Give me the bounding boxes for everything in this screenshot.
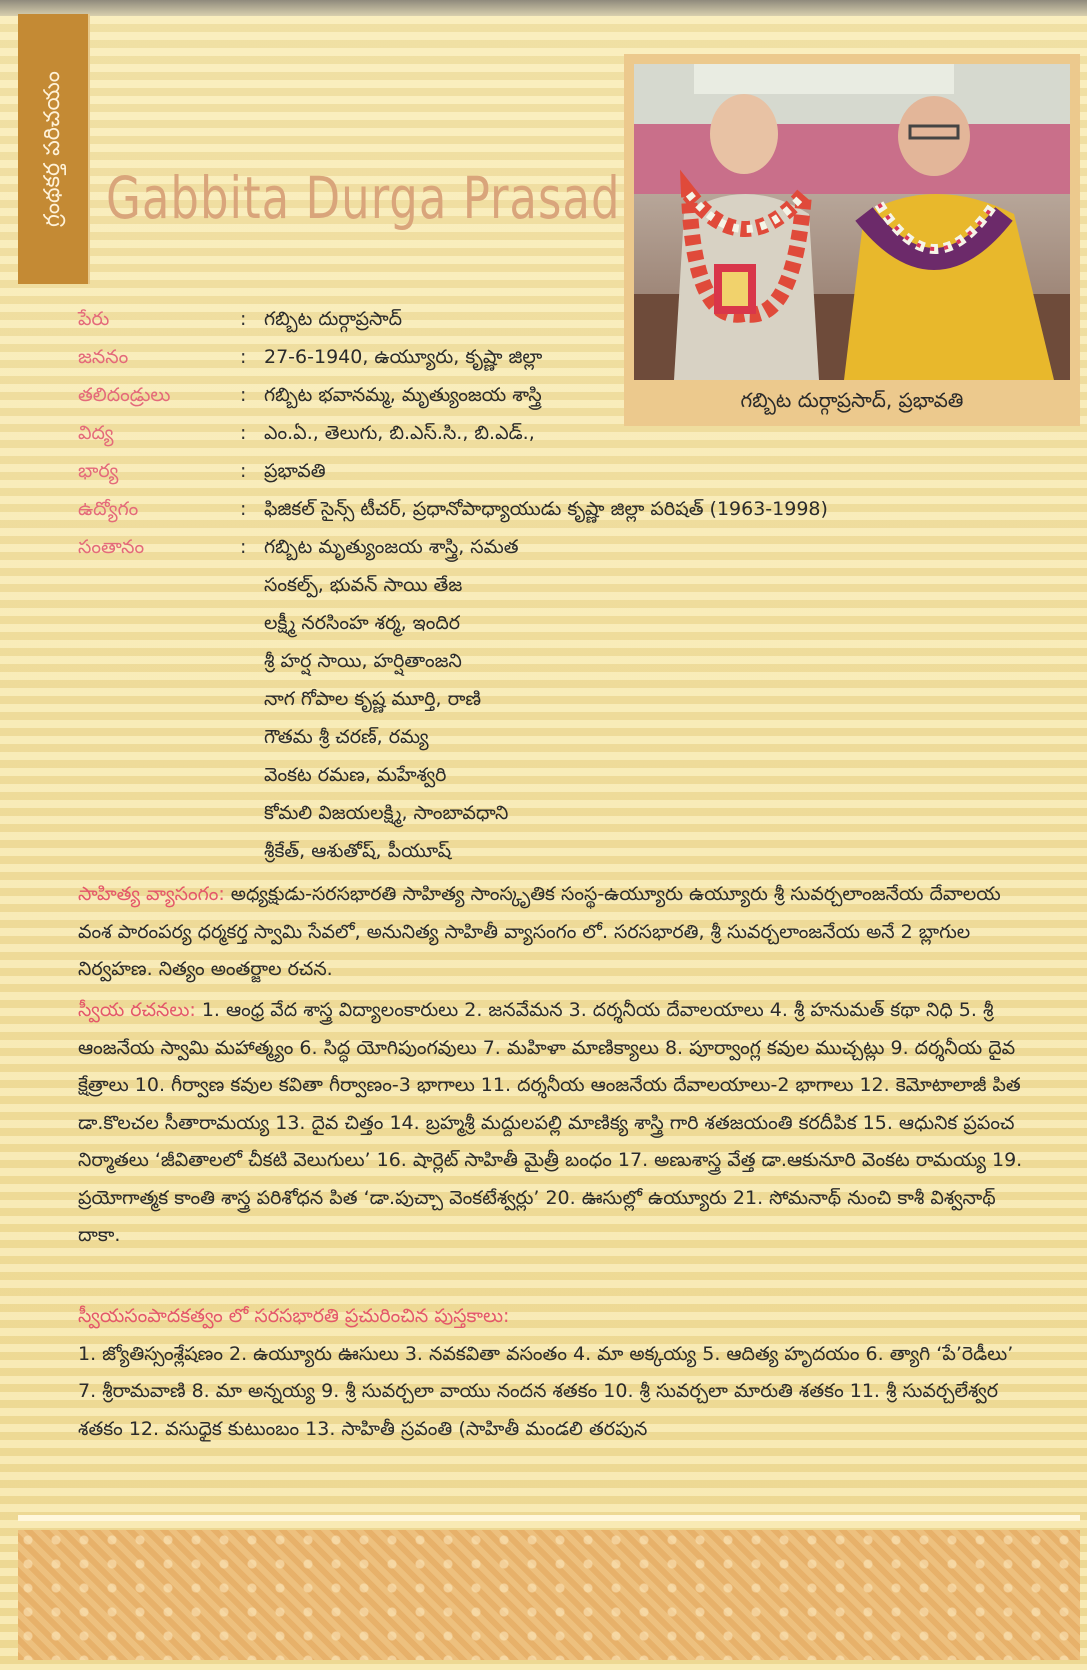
- bio-value: ఎం.ఏ., తెలుగు, బి.ఎస్.సి., బి.ఎడ్.,: [264, 422, 535, 444]
- bio-value: ప్రభావతి: [264, 460, 326, 482]
- bio-colon: :: [240, 536, 247, 558]
- bio-label: జననం: [78, 346, 129, 368]
- bottom-divider: [18, 1515, 1080, 1521]
- bio-value: ఫిజికల్ సైన్స్ టీచర్, ప్రధానోపాధ్యాయుడు కృష్ణా జిల్లా పరిషత్ (1963-1998): [264, 498, 828, 520]
- bio-value: 27-6-1940, ఉయ్యూరు, కృష్ణా జిల్లా: [264, 346, 543, 368]
- sidebar-label: గ్రంథకర్త పరిచయం: [40, 71, 65, 227]
- decorative-border: [18, 1530, 1080, 1660]
- child-line: [264, 570, 778, 608]
- bio-label: విద్య: [78, 422, 114, 444]
- child-line: [264, 798, 778, 836]
- bio-colon: :: [240, 384, 247, 406]
- child-line: [264, 608, 778, 646]
- bio-row-job: [78, 494, 828, 532]
- child-line: [264, 722, 778, 760]
- photo-caption: గబ్బిట దుర్గాప్రసాద్, ప్రభావతి: [740, 388, 964, 412]
- bio-value: గబ్బిట మృత్యుంజయ శాస్త్రి, సమత: [264, 536, 519, 558]
- bio-row-education: [78, 418, 778, 456]
- literary-label: సాహిత్య వ్యాసంగం:: [78, 883, 225, 905]
- bio-label: భార్య: [78, 460, 119, 482]
- child-line: [264, 646, 778, 684]
- bio-row-birth: [78, 342, 778, 380]
- bio-colon: :: [240, 346, 247, 368]
- bio-label: సంతానం: [78, 536, 145, 558]
- own-works-text: 1. ఆంధ్ర వేద శాస్త్ర విద్యాలంకారులు 2. జనవేమన 3. దర్శనీయ దేవాలయాలు 4. శ్రీ హనుమత్ కథా నిధి 5. శ్రీ ఆంజనేయ స్వామి మహాత్మ్యం 6. సిద్ధ యోగిపుంగవులు 7. మహిళా మాణిక్యాలు 8. పూర్వాంగ్ల కవుల ముచ్చట్లు 9. దర్శనీయ దైవ క్షేత్రాలు 10. గీర్వాణ కవుల కవితా గీర్వాణం-3 భాగాలు 11. దర్శనీయ ఆంజనేయ దేవాలయాలు-2 భాగాలు 12. కెమోటాలాజీ పిత డా.కొలచల సీతారామయ్య 13. దైవ చిత్తం 14. బ్రహ్మశ్రీ మద్దులపల్లి మాణిక్య శాస్త్రి గారి శతజయంతి కరదీపిక 15. ఆధునిక ప్రపంచ నిర్మాతలు ‘జీవితాలలో చీకటి వెలుగులు’ 16. షార్లెట్ సాహితీ మైత్రీ బంధం 17. అణుశాస్త్ర వేత్త డా.ఆకునూరి వెంకట రామయ్య 19. ప్రయోగాత్మక కాంతి శాస్త్ర పరిశోధన పిత ‘డా.పుచ్చా వెంకటేశ్వర్లు’ 20. ఊసుల్లో ఉయ్యూరు 21. సోమనాథ్ నుంచి కాశీ విశ్వనాథ్ దాకా.: [78, 999, 1023, 1246]
- edited-books-text: 1. జ్యోతిస్సంశ్లేషణం 2. ఉయ్యూరు ఊసులు 3. నవకవితా వసంతం 4. మా అక్కయ్య 5. ఆదిత్య హృదయం 6. త్యాగి ‘పే’రెడీలు’ 7. శ్రీరామవాణి 8. మా అన్నయ్య 9. శ్రీ సువర్చలా వాయు నందన శతకం 10. శ్రీ సువర్చలా మారుతి శతకం 11. శ్రీ సువర్చలేశ్వర శతకం 12. వసుధైక కుటుంబం 13. సాహితీ స్రవంతి (సాహితీ మండలి తరపున: [78, 1342, 1014, 1440]
- child-name: నాగ గోపాల కృష్ణ మూర్తి, రాణి: [264, 688, 482, 710]
- bio-colon: :: [240, 498, 247, 520]
- edited-books-section: [78, 1298, 1036, 1448]
- child-line: [264, 836, 778, 874]
- child-name: శ్రీ హర్ష సాయి, హర్షితాంజని: [264, 650, 462, 672]
- own-works-label: స్వీయ రచనలు:: [78, 999, 196, 1021]
- bio-colon: :: [240, 460, 247, 482]
- bio-label: పేరు: [78, 308, 110, 330]
- bio-row-name: [78, 304, 778, 342]
- bio-row-wife: [78, 456, 778, 494]
- child-name: గౌతమ శ్రీ చరణ్, రమ్య: [264, 726, 429, 748]
- child-name: లక్ష్మీ నరసింహ శర్మ, ఇందిర: [264, 612, 461, 634]
- bio-details: [78, 304, 828, 874]
- bio-row-parents: [78, 380, 778, 418]
- bio-colon: :: [240, 422, 247, 444]
- bio-value: గబ్బిట దుర్గాప్రసాద్: [264, 308, 403, 330]
- edited-books-label: స్వీయసంపాదకత్వం లో సరసభారతి ప్రచురించిన పుస్తకాలు:: [78, 1305, 510, 1327]
- bio-label: తలిదండ్రులు: [78, 384, 171, 406]
- child-name: సంకల్ప్, భువన్ సాయి తేజ: [264, 574, 463, 596]
- bio-colon: :: [240, 308, 247, 330]
- bio-row-children: [78, 532, 778, 570]
- torn-top-edge: [0, 0, 1087, 16]
- author-title: Gabbita Durga Prasad: [106, 165, 621, 232]
- child-name: వెంకట రమణ, మహేశ్వరి: [264, 764, 447, 786]
- own-works-section: [78, 992, 1036, 1255]
- bio-label: ఉద్యోగం: [78, 498, 139, 520]
- bio-value: గబ్బిట భవానమ్మ, మృత్యుంజయ శాస్త్రి: [264, 384, 542, 406]
- child-name: శ్రీకేత్, ఆశుతోష్, పీయూష్: [264, 840, 452, 862]
- literary-text: అధ్యక్షుడు-సరసభారతి సాహిత్య సాంస్కృతిక సంస్థ-ఉయ్యూరు ఉయ్యూరు శ్రీ సువర్చలాంజనేయ దేవాలయ వంశ పారంపర్య ధర్మకర్త స్వామి సేవలో, అనునిత్య సాహితీ వ్యాసంగం లో. సరసభారతి, శ్రీ సువర్చలాంజనేయ అనే 2 బ్లాగుల నిర్వహణ. నిత్యం అంతర్జాల రచన.: [78, 883, 1001, 980]
- sidebar-band: [18, 14, 90, 284]
- child-name: కోమలి విజయలక్ష్మి, సాంబావధాని: [264, 802, 509, 824]
- child-line: [264, 684, 778, 722]
- literary-section: [78, 876, 1036, 989]
- child-line: [264, 760, 778, 798]
